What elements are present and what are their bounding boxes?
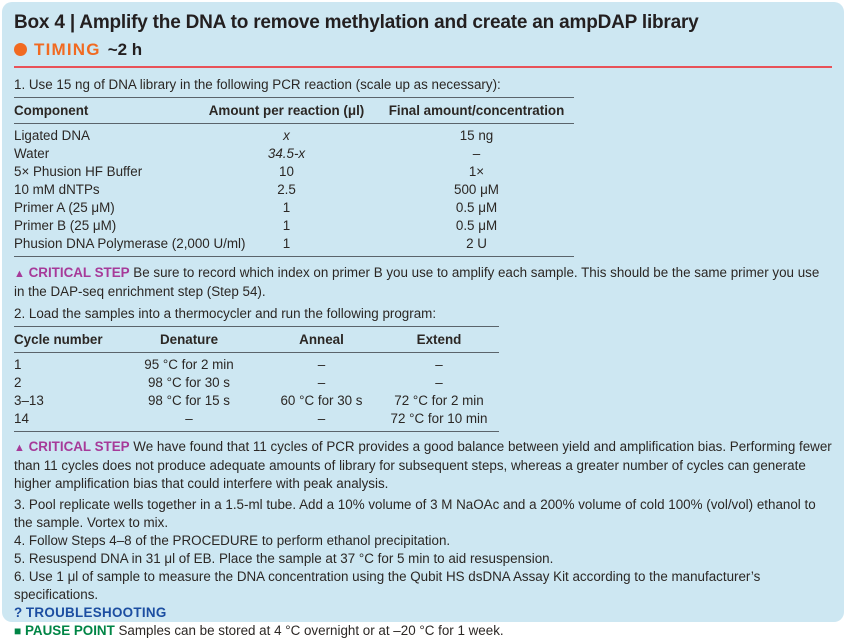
table-cell: 3–13 bbox=[14, 393, 44, 408]
table-cell: – bbox=[317, 357, 326, 372]
table-cell: 34.5-x bbox=[267, 146, 306, 161]
box-header bbox=[2, 2, 844, 60]
table-cell: 0.5 μM bbox=[455, 218, 498, 233]
table-row bbox=[14, 217, 574, 235]
column-header: Denature bbox=[114, 327, 264, 353]
column-header: Anneal bbox=[264, 327, 379, 353]
critical-step-text: We have found that 11 cycles of PCR provides a good balance between yield and amplification bias. Performing fewer than 11 cycles does not produce adequate amounts of library for subsequent steps, whereas a greater number of cycles can generate higher amplification bias that could interfere with peak analysis. bbox=[14, 439, 832, 491]
table-header-row bbox=[14, 98, 574, 124]
table-row bbox=[14, 392, 499, 410]
table-cell: 2 bbox=[14, 375, 22, 390]
table-row bbox=[14, 235, 574, 257]
question-mark-icon: ? bbox=[14, 605, 23, 620]
table-cell: 15 ng bbox=[459, 128, 494, 143]
column-header: Extend bbox=[379, 327, 499, 353]
step-6: 6. Use 1 μl of sample to measure the DNA concentration using the Qubit HS dsDNA Assay Kit according to the manufacturer’s specifications. bbox=[14, 569, 761, 602]
table-row bbox=[14, 163, 574, 181]
pcr-reaction-table bbox=[14, 97, 574, 257]
table-cell: 2.5 bbox=[277, 182, 296, 197]
column-header: Component bbox=[14, 98, 194, 124]
table-row bbox=[14, 199, 574, 217]
table-cell: – bbox=[114, 410, 264, 432]
critical-step-label: CRITICAL STEP bbox=[28, 439, 130, 454]
critical-step-text: Be sure to record which index on primer B you use to amplify each sample. This should be the same primer you use in the DAP-seq enrichment step (Step 54). bbox=[14, 265, 820, 299]
pause-square-icon: ■ bbox=[14, 624, 22, 638]
pause-point-text: Samples can be stored at 4 °C overnight or at –20 °C for 1 week. bbox=[118, 623, 504, 638]
timing-dot-icon bbox=[14, 43, 27, 56]
box-content bbox=[2, 68, 844, 640]
step-3: 3. Pool replicate wells together in a 1.5-ml tube. Add a 10% volume of 3 M NaOAc and a 200% volume of cold 100% (vol/vol) ethanol to the sample. Vortex to mix. bbox=[14, 497, 816, 530]
column-header: Cycle number bbox=[14, 327, 114, 353]
table-cell: Water bbox=[14, 146, 50, 161]
table-cell: Phusion DNA Polymerase (2,000 U/ml) bbox=[14, 235, 194, 257]
table-cell: 1 bbox=[282, 218, 291, 233]
pause-point-line bbox=[14, 622, 832, 640]
table-row bbox=[14, 145, 574, 163]
step-1: 1. Use 15 ng of DNA library in the following PCR reaction (scale up as necessary): bbox=[14, 77, 501, 92]
table-cell: 1 bbox=[194, 235, 379, 257]
table-cell: – bbox=[435, 357, 443, 372]
table-cell: 72 °C for 2 min bbox=[394, 393, 484, 408]
table-cell: 72 °C for 10 min bbox=[379, 410, 499, 432]
timing-line bbox=[14, 39, 832, 60]
table-cell: – bbox=[472, 146, 481, 161]
table-cell: 1 bbox=[282, 200, 291, 215]
table-cell: 0.5 μM bbox=[455, 200, 498, 215]
table-cell: 5× Phusion HF Buffer bbox=[14, 164, 143, 179]
table-row bbox=[14, 124, 574, 146]
table-cell: 2 U bbox=[379, 235, 574, 257]
table-cell: 10 bbox=[279, 164, 294, 179]
table-cell: – bbox=[435, 375, 443, 390]
troubleshooting-label: TROUBLESHOOTING bbox=[25, 605, 167, 620]
critical-triangle-icon: ▲ bbox=[14, 442, 25, 454]
troubleshooting-line bbox=[14, 604, 832, 622]
table-row bbox=[14, 181, 574, 199]
critical-step-2 bbox=[14, 438, 832, 493]
timing-label: TIMING bbox=[34, 39, 101, 59]
pause-point-label: PAUSE POINT bbox=[24, 623, 115, 638]
table-cell: Primer A (25 μM) bbox=[14, 200, 115, 215]
table-cell: Ligated DNA bbox=[14, 128, 90, 143]
table-cell: 95 °C for 2 min bbox=[144, 357, 234, 372]
step-4: 4. Follow Steps 4–8 of the PROCEDURE to perform ethanol precipitation. bbox=[14, 533, 451, 548]
timing-value: ~2 h bbox=[107, 39, 143, 59]
table-cell: Primer B (25 μM) bbox=[14, 218, 117, 233]
table-cell: 500 μM bbox=[454, 182, 499, 197]
table-cell: – bbox=[264, 410, 379, 432]
thermocycler-program-table bbox=[14, 326, 499, 432]
table-row bbox=[14, 374, 499, 392]
table-cell: 1 bbox=[14, 357, 22, 372]
column-header: Final amount/concentration bbox=[379, 98, 574, 124]
critical-step-label: CRITICAL STEP bbox=[28, 265, 130, 280]
table-cell: 1× bbox=[468, 164, 485, 179]
table-cell: 98 °C for 15 s bbox=[147, 393, 231, 408]
table-cell: 60 °C for 30 s bbox=[280, 393, 363, 408]
critical-step-1 bbox=[14, 264, 832, 301]
box-title: Box 4 | Amplify the DNA to remove methylation and create an ampDAP library bbox=[14, 12, 699, 33]
step-2: 2. Load the samples into a thermocycler and run the following program: bbox=[14, 306, 437, 321]
table-cell: x bbox=[283, 128, 290, 143]
protocol-box bbox=[2, 2, 844, 638]
table-header-row bbox=[14, 327, 499, 353]
step-5: 5. Resuspend DNA in 31 μl of EB. Place the sample at 37 °C for 5 min to aid resuspension. bbox=[14, 551, 554, 566]
critical-triangle-icon: ▲ bbox=[14, 268, 25, 280]
table-row bbox=[14, 410, 499, 432]
table-cell: 98 °C for 30 s bbox=[147, 375, 231, 390]
table-cell: – bbox=[317, 375, 326, 390]
column-header: Amount per reaction (μl) bbox=[194, 98, 379, 124]
table-cell: 10 mM dNTPs bbox=[14, 182, 100, 197]
table-cell: 14 bbox=[14, 410, 114, 432]
table-row bbox=[14, 353, 499, 375]
